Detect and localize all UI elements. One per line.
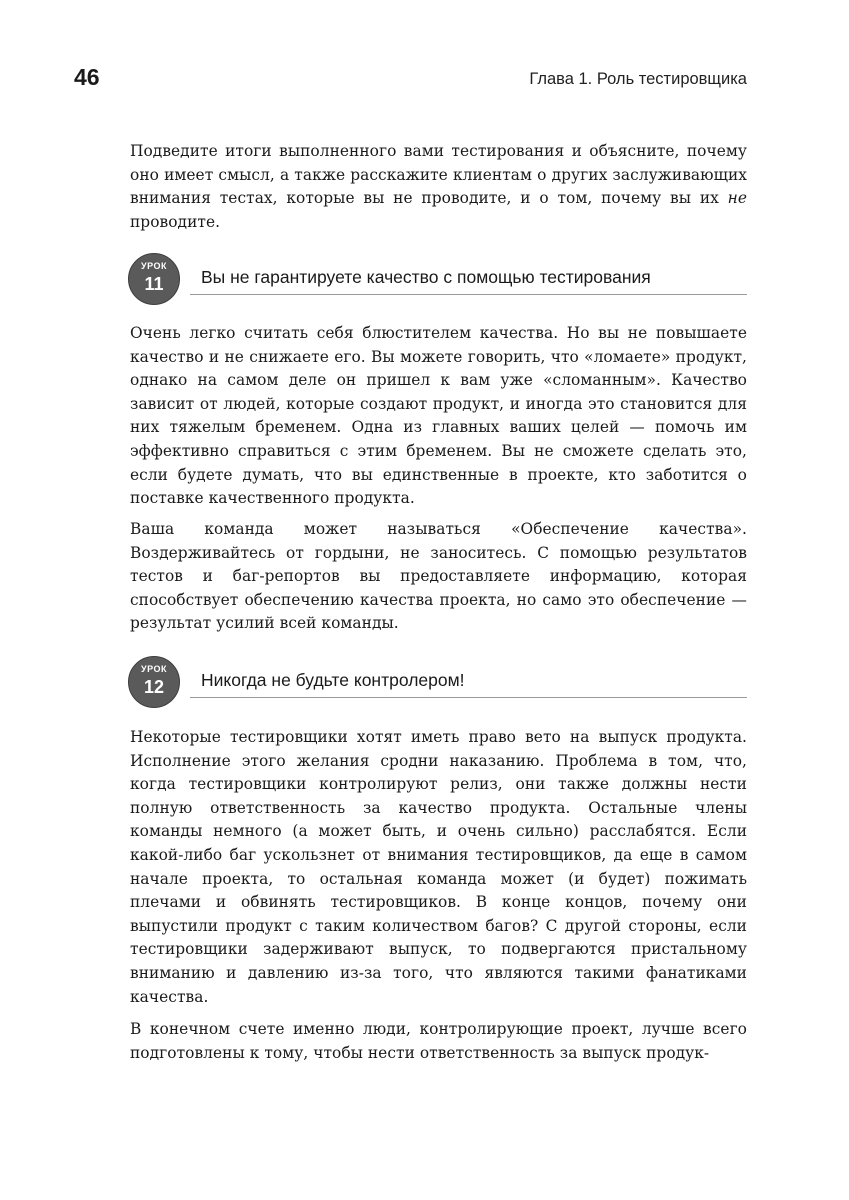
lesson-12-heading bbox=[128, 656, 747, 708]
lesson-11-body bbox=[130, 322, 747, 511]
running-head: Глава 1. Роль тестировщика bbox=[529, 70, 747, 88]
intro-text-end: проводите. bbox=[130, 212, 221, 231]
lesson-12-badge-number: 12 bbox=[143, 677, 165, 697]
lesson-12-badge-label: УРОК bbox=[141, 664, 167, 674]
lesson-11-badge bbox=[128, 253, 180, 305]
lesson-12-rule bbox=[190, 697, 747, 698]
lesson-11-body-2 bbox=[130, 518, 747, 636]
lesson-12-body-2 bbox=[130, 1018, 747, 1065]
lesson-11-paragraph-1: Очень легко считать себя блюстителем качества. Но вы не повышаете качество и не снижаете его. Вы можете говорить, что «ломаете» продукт, однако на самом деле он пришел к вам уже «сломанным». Качество зависит от людей, которые создают продукт, и иногда это становится для них тяжелым бременем. Одна из главных ваших целей — помочь им эффективно справиться с этим бременем. Вы не сможете сделать это, если будете думать, что вы единственные в проекте, кто заботится о поставке качественного продукта. bbox=[130, 324, 747, 508]
intro-paragraph bbox=[130, 140, 747, 234]
lesson-12-title: Никогда не будьте контролером! bbox=[201, 670, 465, 690]
lesson-12-body bbox=[130, 726, 747, 1009]
lesson-11-badge-label: УРОК bbox=[141, 261, 167, 271]
page-number: 46 bbox=[74, 64, 100, 90]
lesson-11-rule bbox=[190, 294, 747, 295]
lesson-11-badge-number: 11 bbox=[144, 274, 164, 294]
intro-emphasis: не bbox=[727, 189, 747, 208]
lesson-12-badge bbox=[128, 656, 180, 708]
lesson-12-paragraph-2: В конечном счете именно люди, контролирующие проект, лучше всего подготовлены к тому, чтобы нести ответственность за выпуск продук- bbox=[130, 1020, 747, 1062]
lesson-12-paragraph-1: Некоторые тестировщики хотят иметь право вето на выпуск продукта. Исполнение этого желания сродни наказанию. Проблема в том, что, когда тестировщики контролируют релиз, они также должны нести полную ответственность за качество продукта. Остальные члены команды немного (а может быть, и очень сильно) расслабятся. Если какой-либо баг ускользнет от внимания тестировщиков, да еще в самом начале проекта, то остальная команда может (и будет) пожимать плечами и обвинять тестировщиков. В конце концов, почему они выпустили продукт с таким количеством багов? С другой стороны, если тестировщики задерживают выпуск, то подвергаются пристальному вниманию и давлению из-за того, что являются такими фанатиками качества. bbox=[130, 728, 747, 1006]
lesson-11-paragraph-2: Ваша команда может называться «Обеспечение качества». Воздерживайтесь от гордыни, не заноситесь. С помощью результатов тестов и баг-репортов вы предоставляете информацию, которая способствует обеспечению качества проекта, но само это обеспечение — результат усилий всей команды. bbox=[130, 520, 747, 633]
lesson-11-title: Вы не гарантируете качество с помощью тестирования bbox=[201, 267, 651, 287]
lesson-11-heading bbox=[128, 253, 747, 305]
intro-section bbox=[130, 140, 747, 234]
intro-text-start: Подведите итоги выполненного вами тестирования и объясните, почему оно имеет смысл, а также расскажите клиентам о других заслуживающих внимания тестах, которые вы не проводите, и о том, почему вы их bbox=[130, 142, 747, 208]
